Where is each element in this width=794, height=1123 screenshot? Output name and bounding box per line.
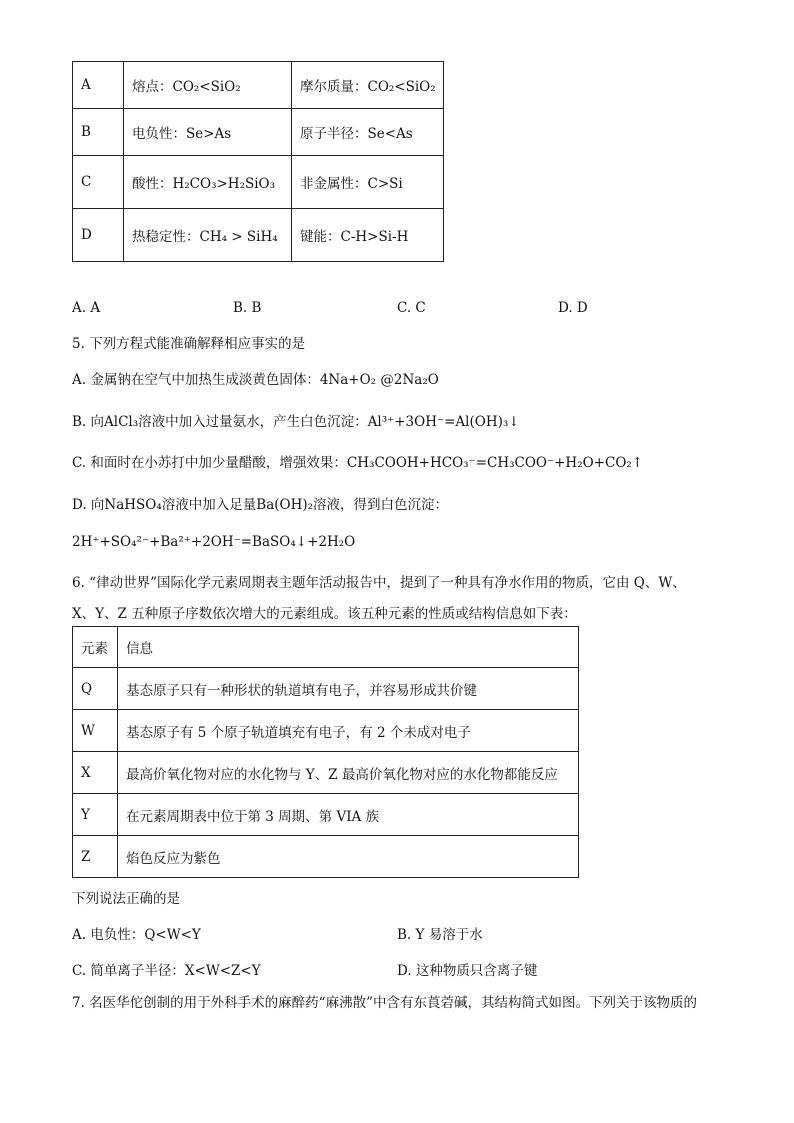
- q4-row-d-left: 热稳定性：CH₄ > SiH₄: [124, 209, 292, 262]
- q6-option-c: C. 简单离子半径：X<W<Z<Y: [72, 963, 261, 979]
- q4-row-a-label: A: [73, 62, 124, 109]
- q5-option-d: D. 向NaHSO₄溶液中加入足量Ba(OH)₂溶液，得到白色沉淀：: [72, 497, 449, 513]
- q5-option-d-equation: 2H⁺+SO₄²⁻+Ba²⁺+2OH⁻=BaSO₄↓+2H₂O: [72, 534, 356, 550]
- q6-element-table: [72, 626, 579, 878]
- q4-row-a-left: 熔点：CO₂<SiO₂: [124, 62, 292, 109]
- q6-row-x-element: X: [73, 752, 118, 794]
- table-row: [73, 836, 579, 878]
- q4-row-b-right: 原子半径：Se<As: [292, 109, 444, 156]
- q6-prompt: 下列说法正确的是: [72, 891, 180, 907]
- q4-row-b-left: 电负性：Se>As: [124, 109, 292, 156]
- table-row: [73, 794, 579, 836]
- q4-option-d: D. D: [558, 300, 588, 316]
- q4-row-c-label: C: [73, 156, 124, 209]
- table-row: [73, 752, 579, 794]
- q4-option-a: A. A: [72, 300, 101, 316]
- q6-row-y-info: 在元素周期表中位于第 3 周期、第 VIA 族: [118, 794, 579, 836]
- q6-stem-line2: X、Y、Z 五种原子序数依次增大的元素组成。该五种元素的性质或结构信息如下表：: [72, 606, 577, 622]
- q4-option-c: C. C: [397, 300, 426, 316]
- q5-option-a: A. 金属钠在空气中加热生成淡黄色固体：4Na+O₂ @2Na₂O: [72, 372, 439, 388]
- q6-option-d: D. 这种物质只含离子键: [397, 963, 538, 979]
- q4-comparison-table: [72, 61, 444, 262]
- q6-row-x-info: 最高价氧化物对应的水化物与 Y、Z 最高价氧化物对应的水化物都能反应: [118, 752, 579, 794]
- q4-row-a-right: 摩尔质量：CO₂<SiO₂: [292, 62, 444, 109]
- q6-row-q-info: 基态原子只有一种形状的轨道填有电子，并容易形成共价键: [118, 668, 579, 710]
- q4-row-c-right: 非金属性：C>Si: [292, 156, 444, 209]
- q5-stem: 5. 下列方程式能准确解释相应事实的是: [72, 336, 306, 352]
- q7-stem: 7. 名医华佗创制的用于外科手术的麻醉药“麻沸散”中含有东莨菪碱，其结构简式如图。下列关于该物质的: [72, 995, 697, 1011]
- q6-option-a: A. 电负性：Q<W<Y: [72, 927, 201, 943]
- q6-header-element: 元素: [73, 627, 118, 668]
- q6-row-z-info: 焰色反应为紫色: [118, 836, 579, 878]
- q6-row-w-info: 基态原子有 5 个原子轨道填充有电子，有 2 个未成对电子: [118, 710, 579, 752]
- q5-option-b: B. 向AlCl₃溶液中加入过量氨水，产生白色沉淀：Al³⁺+3OH⁻=Al(OH)₃↓: [72, 414, 520, 430]
- q6-row-q-element: Q: [73, 668, 118, 710]
- q6-header-info: 信息: [118, 627, 579, 668]
- table-row: [73, 710, 579, 752]
- q6-option-b: B. Y 易溶于水: [397, 927, 483, 943]
- q5-option-c: C. 和面时在小苏打中加少量醋酸，增强效果：CH₃COOH+HCO₃⁻=CH₃COO⁻+H₂O+CO₂↑: [72, 455, 644, 471]
- q4-row-b-label: B: [73, 109, 124, 156]
- q6-row-z-element: Z: [73, 836, 118, 878]
- q6-row-w-element: W: [73, 710, 118, 752]
- q6-row-y-element: Y: [73, 794, 118, 836]
- q4-row-c-left: 酸性：H₂CO₃>H₂SiO₃: [124, 156, 292, 209]
- q6-stem-line1: 6. “律动世界”国际化学元素周期表主题年活动报告中，提到了一种具有净水作用的物质，它由 Q、W、: [72, 575, 686, 591]
- q4-option-b: B. B: [233, 300, 262, 316]
- q4-row-d-right: 键能：C-H>Si-H: [292, 209, 444, 262]
- q4-row-d-label: D: [73, 209, 124, 262]
- table-row: [73, 668, 579, 710]
